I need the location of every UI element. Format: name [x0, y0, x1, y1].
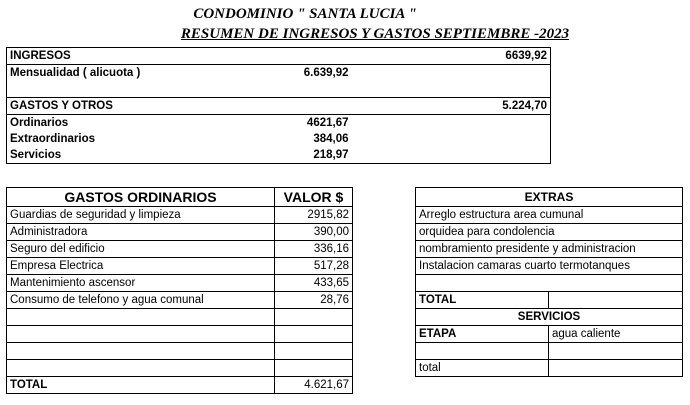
summary-item-row: [7, 147, 551, 164]
servicios-title: SERVICIOS: [416, 309, 683, 326]
extras-total-value: [549, 292, 683, 309]
extra-item: Instalacion camaras cuarto termotanques: [416, 258, 683, 275]
expense-label: Empresa Electrica: [7, 258, 275, 275]
summary-item-label: Extraordinarios: [10, 133, 95, 145]
expense-value: 390,00: [275, 224, 353, 241]
empty-row: [7, 360, 353, 377]
blank-row: [416, 275, 683, 292]
condominium-title: CONDOMINIO " SANTA LUCIA ": [193, 6, 417, 22]
ingresos-row: [7, 48, 551, 65]
expense-label: Guardias de seguridad y limpieza: [7, 207, 275, 224]
table-row: [416, 224, 683, 241]
extra-item: orquidea para condolencia: [416, 224, 683, 241]
empty-row: [7, 309, 353, 326]
extras-total-row: [416, 292, 683, 309]
expense-label: Administradora: [7, 224, 275, 241]
total-value: 4.621,67: [275, 377, 353, 394]
table-row: [7, 275, 353, 292]
empty-row: [7, 343, 353, 360]
spacer-row: [7, 81, 551, 98]
mensualidad-label: Mensualidad ( alicuota ): [10, 67, 141, 79]
table-row: [416, 241, 683, 258]
summary-item-row: [7, 115, 551, 132]
report-subtitle: RESUMEN DE INGRESOS Y GASTOS SEPTIEMBRE -2023: [180, 26, 570, 42]
extras-total-label: TOTAL: [416, 292, 549, 309]
servicios-total-label: total: [416, 360, 549, 377]
summary-item-value: 4621,67: [306, 117, 349, 129]
table-row: [7, 224, 353, 241]
expense-label: Consumo de telefono y agua comunal: [7, 292, 275, 309]
expense-value: 433,65: [275, 275, 353, 292]
table-row: [7, 258, 353, 275]
extra-item: nombramiento presidente y administracion: [416, 241, 683, 258]
etapa-label: ETAPA: [416, 326, 549, 343]
servicios-header-row: [416, 309, 683, 326]
ordinary-total-row: [7, 377, 353, 394]
expense-label: Seguro del edificio: [7, 241, 275, 258]
summary-table: [6, 47, 551, 164]
summary-item-value: 218,97: [313, 149, 349, 161]
ordinary-header-row: [7, 188, 353, 207]
gastos-label: GASTOS Y OTROS: [7, 98, 207, 115]
extras-header-row: [416, 188, 683, 207]
summary-item-label: Servicios: [10, 149, 62, 161]
ingresos-label: INGRESOS: [7, 48, 207, 65]
total-label: TOTAL: [7, 377, 275, 394]
expense-label: Mantenimiento ascensor: [7, 275, 275, 292]
extras-title: EXTRAS: [416, 188, 683, 207]
summary-item-label: Ordinarios: [10, 117, 69, 129]
gastos-row: [7, 98, 551, 115]
ordinary-expenses-table: [6, 187, 353, 394]
summary-item-row: [7, 131, 551, 147]
etapa-value: agua caliente: [549, 326, 683, 343]
expense-value: 28,76: [275, 292, 353, 309]
column-header-value: VALOR $: [275, 188, 353, 207]
table-row: [416, 207, 683, 224]
servicios-total-row: [416, 360, 683, 377]
mensualidad-value: 6.639,92: [303, 67, 349, 79]
extras-table: [415, 187, 683, 377]
ingresos-total: 6639,92: [352, 48, 551, 65]
extra-item: Arreglo estructura area cumunal: [416, 207, 683, 224]
table-row: [416, 258, 683, 275]
gastos-total: 5.224,70: [352, 98, 551, 115]
table-row: [7, 207, 353, 224]
table-row: [7, 241, 353, 258]
empty-row: [416, 343, 683, 360]
expense-value: 2915,82: [275, 207, 353, 224]
etapa-row: [416, 326, 683, 343]
table-row: [7, 292, 353, 309]
summary-item-value: 384,06: [313, 133, 349, 145]
expense-value: 336,16: [275, 241, 353, 258]
empty-row: [7, 326, 353, 343]
column-header-concept: GASTOS ORDINARIOS: [7, 188, 275, 207]
expense-value: 517,28: [275, 258, 353, 275]
mensualidad-row: [7, 65, 551, 82]
